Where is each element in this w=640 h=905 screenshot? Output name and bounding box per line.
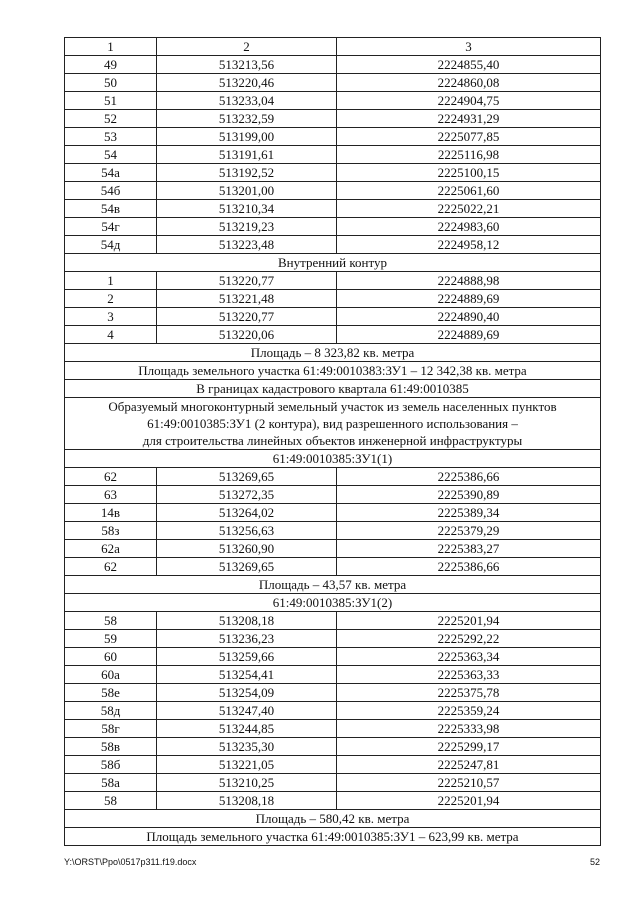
coordinates-table-body [65,38,601,846]
point-number-cell: 58в [65,738,157,756]
y-coordinate-cell: 2225363,34 [337,648,601,666]
point-number-cell: 58е [65,684,157,702]
table-row [65,110,601,128]
x-coordinate-cell: 513260,90 [157,540,337,558]
point-number-cell: 50 [65,74,157,92]
table-row [65,74,601,92]
point-number-cell: 54г [65,218,157,236]
x-coordinate-cell: 513272,35 [157,486,337,504]
x-coordinate-cell: 513254,41 [157,666,337,684]
x-coordinate-cell: 513259,66 [157,648,337,666]
x-coordinate-cell: 513192,52 [157,164,337,182]
section-caption-line: Образуемый многоконтурный земельный участок из земель населенных пунктов [108,399,557,414]
y-coordinate-cell: 2225383,27 [337,540,601,558]
y-coordinate-cell: 2225210,57 [337,774,601,792]
table-row [65,792,601,810]
point-number-cell: 54а [65,164,157,182]
point-number-cell: 54в [65,200,157,218]
point-number-cell: 58 [65,612,157,630]
section-caption-cell: 61:49:0010385:ЗУ1(1) [65,450,601,468]
section-caption-line: для строительства линейных объектов инженерной инфраструктуры [142,433,523,448]
table-row [65,612,601,630]
table-row [65,128,601,146]
y-coordinate-cell: 2224890,40 [337,308,601,326]
point-number-cell: 58д [65,702,157,720]
y-coordinate-cell: 2224888,98 [337,272,601,290]
table-section-row [65,254,601,272]
y-coordinate-cell: 2225201,94 [337,792,601,810]
table-row [65,182,601,200]
section-caption-cell: Площадь земельного участка 61:49:0010383:ЗУ1 – 12 342,38 кв. метра [65,362,601,380]
table-row [65,738,601,756]
table-row [65,774,601,792]
y-coordinate-cell: 2225390,89 [337,486,601,504]
point-number-cell: 53 [65,128,157,146]
table-row [65,146,601,164]
point-number-cell: 54 [65,146,157,164]
x-coordinate-cell: 513236,23 [157,630,337,648]
point-number-cell: 4 [65,326,157,344]
point-number-cell: 60 [65,648,157,666]
x-coordinate-cell: 513247,40 [157,702,337,720]
point-number-cell: 1 [65,38,157,56]
x-coordinate-cell: 513208,18 [157,612,337,630]
table-section-row [65,362,601,380]
y-coordinate-cell: 2224860,08 [337,74,601,92]
section-caption-cell: 61:49:0010385:ЗУ1(2) [65,594,601,612]
x-coordinate-cell: 513221,05 [157,756,337,774]
y-coordinate-cell: 3 [337,38,601,56]
table-row [65,702,601,720]
y-coordinate-cell: 2225363,33 [337,666,601,684]
x-coordinate-cell: 513220,77 [157,272,337,290]
section-caption-line: 61:49:0010385:ЗУ1 (2 контура), вид разрешенного использования – [147,416,518,431]
section-caption-cell: Площадь земельного участка 61:49:0010385:ЗУ1 – 623,99 кв. метра [65,828,601,846]
table-row [65,630,601,648]
point-number-cell: 58з [65,522,157,540]
footer-page-number: 52 [589,857,600,867]
table-section-row [65,576,601,594]
section-caption-cell: В границах кадастрового квартала 61:49:0010385 [65,380,601,398]
x-coordinate-cell: 513191,61 [157,146,337,164]
x-coordinate-cell: 513235,30 [157,738,337,756]
y-coordinate-cell: 2225386,66 [337,468,601,486]
table-row [65,486,601,504]
table-row [65,308,601,326]
table-section-row [65,810,601,828]
section-caption-cell: Внутренний контур [65,254,601,272]
table-row [65,648,601,666]
table-row [65,756,601,774]
y-coordinate-cell: 2225375,78 [337,684,601,702]
point-number-cell: 60а [65,666,157,684]
table-row [65,522,601,540]
table-row [65,92,601,110]
table-row [65,504,601,522]
y-coordinate-cell: 2225247,81 [337,756,601,774]
x-coordinate-cell: 513221,48 [157,290,337,308]
y-coordinate-cell: 2225061,60 [337,182,601,200]
point-number-cell: 62а [65,540,157,558]
table-row [65,56,601,74]
x-coordinate-cell: 513199,00 [157,128,337,146]
y-coordinate-cell: 2225299,17 [337,738,601,756]
y-coordinate-cell: 2225201,94 [337,612,601,630]
x-coordinate-cell: 513232,59 [157,110,337,128]
y-coordinate-cell: 2225022,21 [337,200,601,218]
y-coordinate-cell: 2225116,98 [337,146,601,164]
x-coordinate-cell: 513220,77 [157,308,337,326]
point-number-cell: 54д [65,236,157,254]
table-header-row [65,38,601,56]
point-number-cell: 3 [65,308,157,326]
point-number-cell: 62 [65,558,157,576]
point-number-cell: 49 [65,56,157,74]
x-coordinate-cell: 513233,04 [157,92,337,110]
y-coordinate-cell: 2225100,15 [337,164,601,182]
x-coordinate-cell: 513210,34 [157,200,337,218]
x-coordinate-cell: 513256,63 [157,522,337,540]
x-coordinate-cell: 513269,65 [157,558,337,576]
table-row [65,684,601,702]
section-caption-cell: Площадь – 580,42 кв. метра [65,810,601,828]
point-number-cell: 58а [65,774,157,792]
point-number-cell: 2 [65,290,157,308]
x-coordinate-cell: 513220,46 [157,74,337,92]
footer-file-path: Y:\ORST\Ppo\0517p311.f19.docx [64,857,197,867]
x-coordinate-cell: 513254,09 [157,684,337,702]
y-coordinate-cell: 2225077,85 [337,128,601,146]
y-coordinate-cell: 2225333,98 [337,720,601,738]
x-coordinate-cell: 513210,25 [157,774,337,792]
x-coordinate-cell: 2 [157,38,337,56]
y-coordinate-cell: 2224889,69 [337,290,601,308]
point-number-cell: 14в [65,504,157,522]
table-section-row [65,344,601,362]
x-coordinate-cell: 513220,06 [157,326,337,344]
point-number-cell: 59 [65,630,157,648]
point-number-cell: 62 [65,468,157,486]
table-section-row [65,398,601,450]
y-coordinate-cell: 2224855,40 [337,56,601,74]
x-coordinate-cell: 513208,18 [157,792,337,810]
table-section-row [65,828,601,846]
table-section-row [65,380,601,398]
y-coordinate-cell: 2225389,34 [337,504,601,522]
table-row [65,218,601,236]
y-coordinate-cell: 2224983,60 [337,218,601,236]
table-row [65,666,601,684]
section-caption-cell: Площадь – 43,57 кв. метра [65,576,601,594]
point-number-cell: 1 [65,272,157,290]
x-coordinate-cell: 513223,48 [157,236,337,254]
table-section-row [65,594,601,612]
section-caption-cell [65,398,601,450]
table-row [65,558,601,576]
table-row [65,236,601,254]
table-row [65,468,601,486]
point-number-cell: 51 [65,92,157,110]
x-coordinate-cell: 513213,56 [157,56,337,74]
x-coordinate-cell: 513244,85 [157,720,337,738]
table-row [65,290,601,308]
coordinates-table [64,37,601,846]
point-number-cell: 54б [65,182,157,200]
x-coordinate-cell: 513201,00 [157,182,337,200]
table-section-row [65,450,601,468]
y-coordinate-cell: 2224931,29 [337,110,601,128]
y-coordinate-cell: 2225386,66 [337,558,601,576]
table-row [65,200,601,218]
section-caption-cell: Площадь – 8 323,82 кв. метра [65,344,601,362]
point-number-cell: 58б [65,756,157,774]
y-coordinate-cell: 2224958,12 [337,236,601,254]
point-number-cell: 52 [65,110,157,128]
table-row [65,164,601,182]
x-coordinate-cell: 513219,23 [157,218,337,236]
table-row [65,540,601,558]
point-number-cell: 58 [65,792,157,810]
y-coordinate-cell: 2224904,75 [337,92,601,110]
y-coordinate-cell: 2224889,69 [337,326,601,344]
point-number-cell: 58г [65,720,157,738]
point-number-cell: 63 [65,486,157,504]
x-coordinate-cell: 513269,65 [157,468,337,486]
y-coordinate-cell: 2225292,22 [337,630,601,648]
x-coordinate-cell: 513264,02 [157,504,337,522]
y-coordinate-cell: 2225359,24 [337,702,601,720]
y-coordinate-cell: 2225379,29 [337,522,601,540]
table-row [65,272,601,290]
table-row [65,326,601,344]
table-row [65,720,601,738]
